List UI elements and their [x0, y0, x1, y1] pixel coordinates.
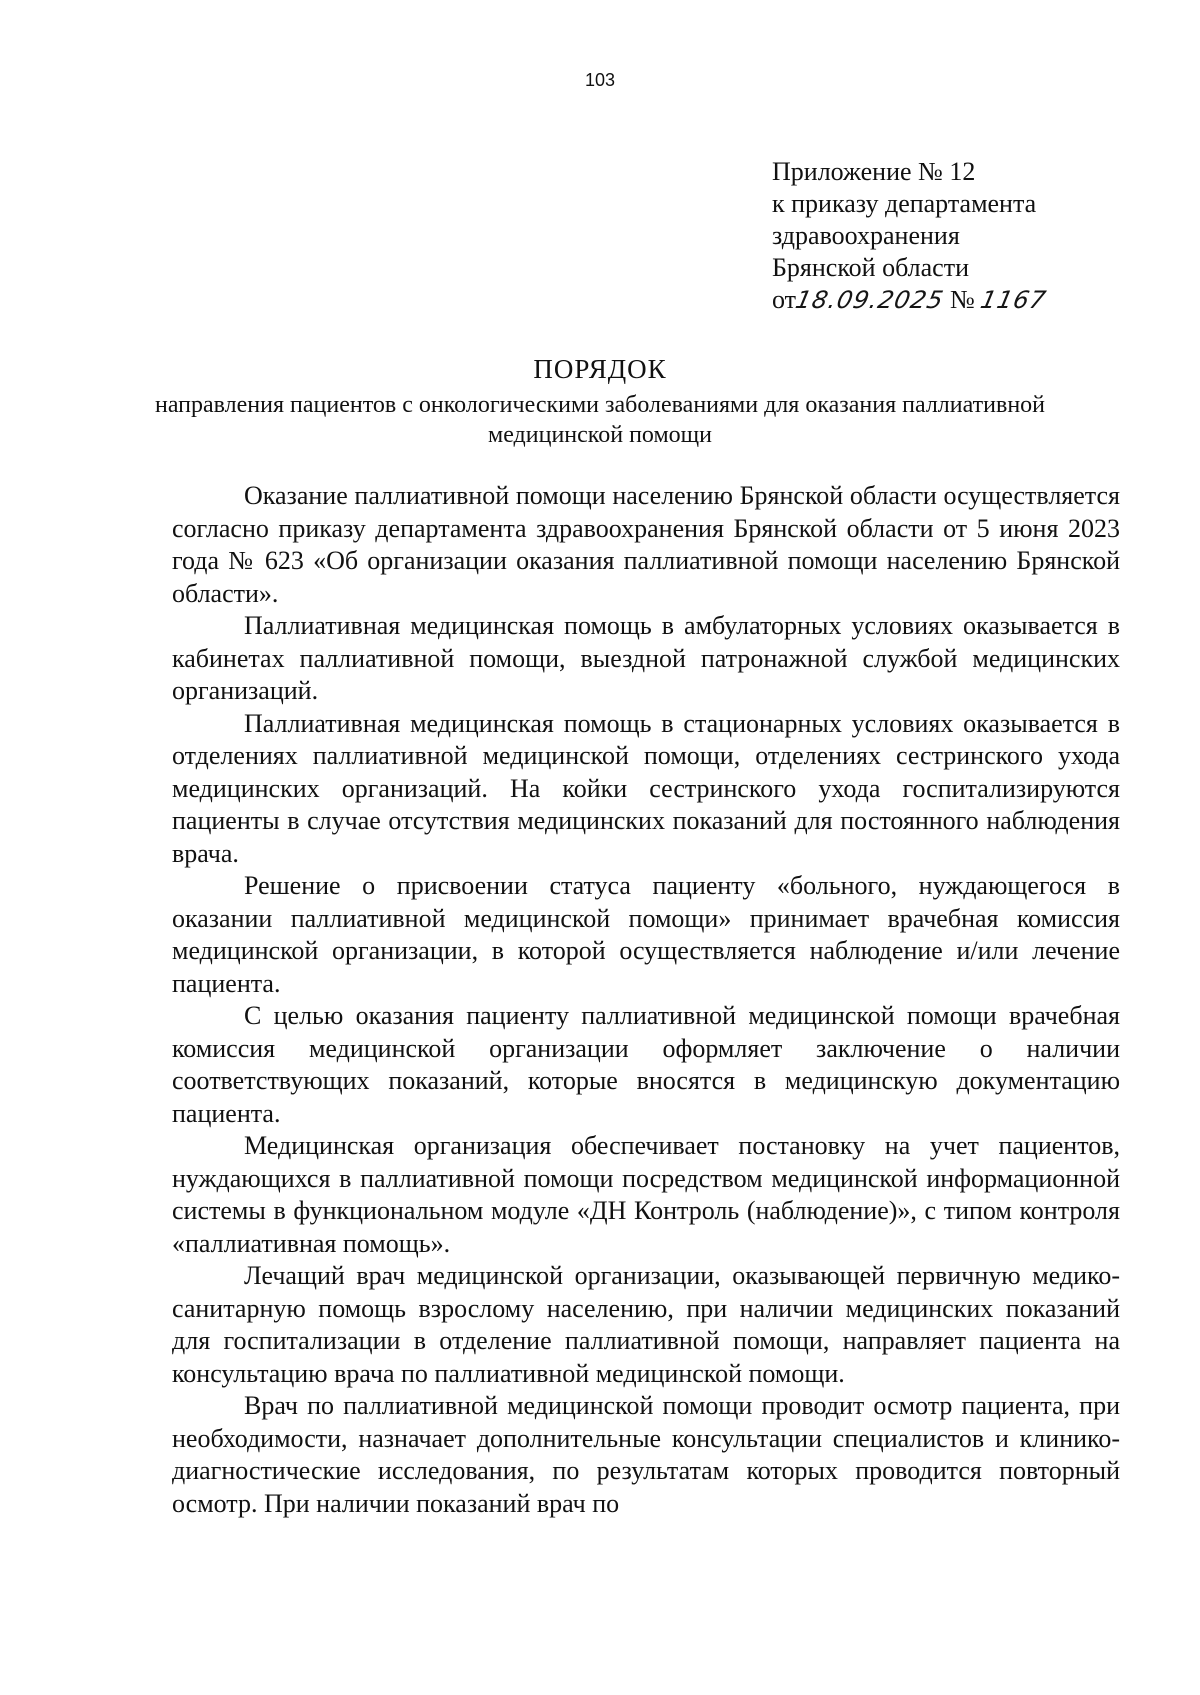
paragraph: Паллиативная медицинская помощь в стационарных условиях оказывается в отделениях паллиативной медицинской помощи, отделениях сестринского ухода медицинских организаций. На койки сестринского ухода госпитализируются пациенты в случае отсутствия медицинских показаний для постоянного наблюдения врача.	[172, 708, 1120, 868]
handwritten-date: 18.09.2025	[793, 286, 947, 314]
paragraph: Решение о присвоении статуса пациенту «больного, нуждающегося в оказании паллиативной медицинской помощи» принимает врачебная комиссия медицинской организации, в которой осуществляется наблюдение и/или лечение пациента.	[172, 871, 1120, 998]
paragraph: Врач по паллиативной медицинской помощи проводит осмотр пациента, при необходимости, назначает дополнительные консультации специалистов и клинико-диагностические исследования, по результатам которых проводится повторный осмотр. При наличии показаний врач по	[172, 1391, 1120, 1518]
appendix-line-3: здравоохранения	[772, 221, 960, 250]
document-body	[172, 480, 1120, 1520]
title-block	[0, 352, 1200, 450]
appendix-line-1: Приложение № 12	[772, 157, 976, 186]
appendix-header	[772, 156, 1050, 316]
paragraph: Медицинская организация обеспечивает постановку на учет пациентов, нуждающихся в паллиативной помощи посредством медицинской информационной системы в функциональном модуле «ДН Контроль (наблюдение)», с типом контроля «паллиативная помощь».	[172, 1131, 1120, 1258]
paragraph: Лечащий врач медицинской организации, оказывающей первичную медико-санитарную помощь взрослому населению, при наличии медицинских показаний для госпитализации в отделение паллиативной помощи, направляет пациента на консультацию врача по паллиативной медицинской помощи.	[172, 1261, 1120, 1388]
page-number: 103	[584, 70, 616, 90]
document-title: ПОРЯДОК	[533, 354, 667, 384]
handwritten-number: 1167	[978, 286, 1050, 314]
paragraph: Оказание паллиативной помощи населению Брянской области осуществляется согласно приказу департамента здравоохранения Брянской области от 5 июня 2023 года № 623 «Об организации оказания паллиативной помощи населению Брянской области».	[172, 481, 1120, 608]
paragraph: С целью оказания пациенту паллиативной медицинской помощи врачебная комиссия медицинской организации оформляет заключение о наличии соответствующих показаний, которые вносятся в медицинскую документацию пациента.	[172, 1001, 1120, 1128]
appendix-date-line	[772, 284, 1050, 316]
number-prefix: №	[949, 285, 975, 314]
paragraph: Паллиативная медицинская помощь в амбулаторных условиях оказывается в кабинетах паллиативной помощи, выездной патронажной службой медицинских организаций.	[172, 611, 1120, 705]
appendix-line-4: Брянской области	[772, 253, 969, 282]
appendix-line-2: к приказу департамента	[772, 189, 1037, 218]
document-subtitle: направления пациентов с онкологическими заболеваниями для оказания паллиативной медицинской помощи	[154, 392, 1046, 448]
date-prefix: от	[772, 285, 797, 314]
